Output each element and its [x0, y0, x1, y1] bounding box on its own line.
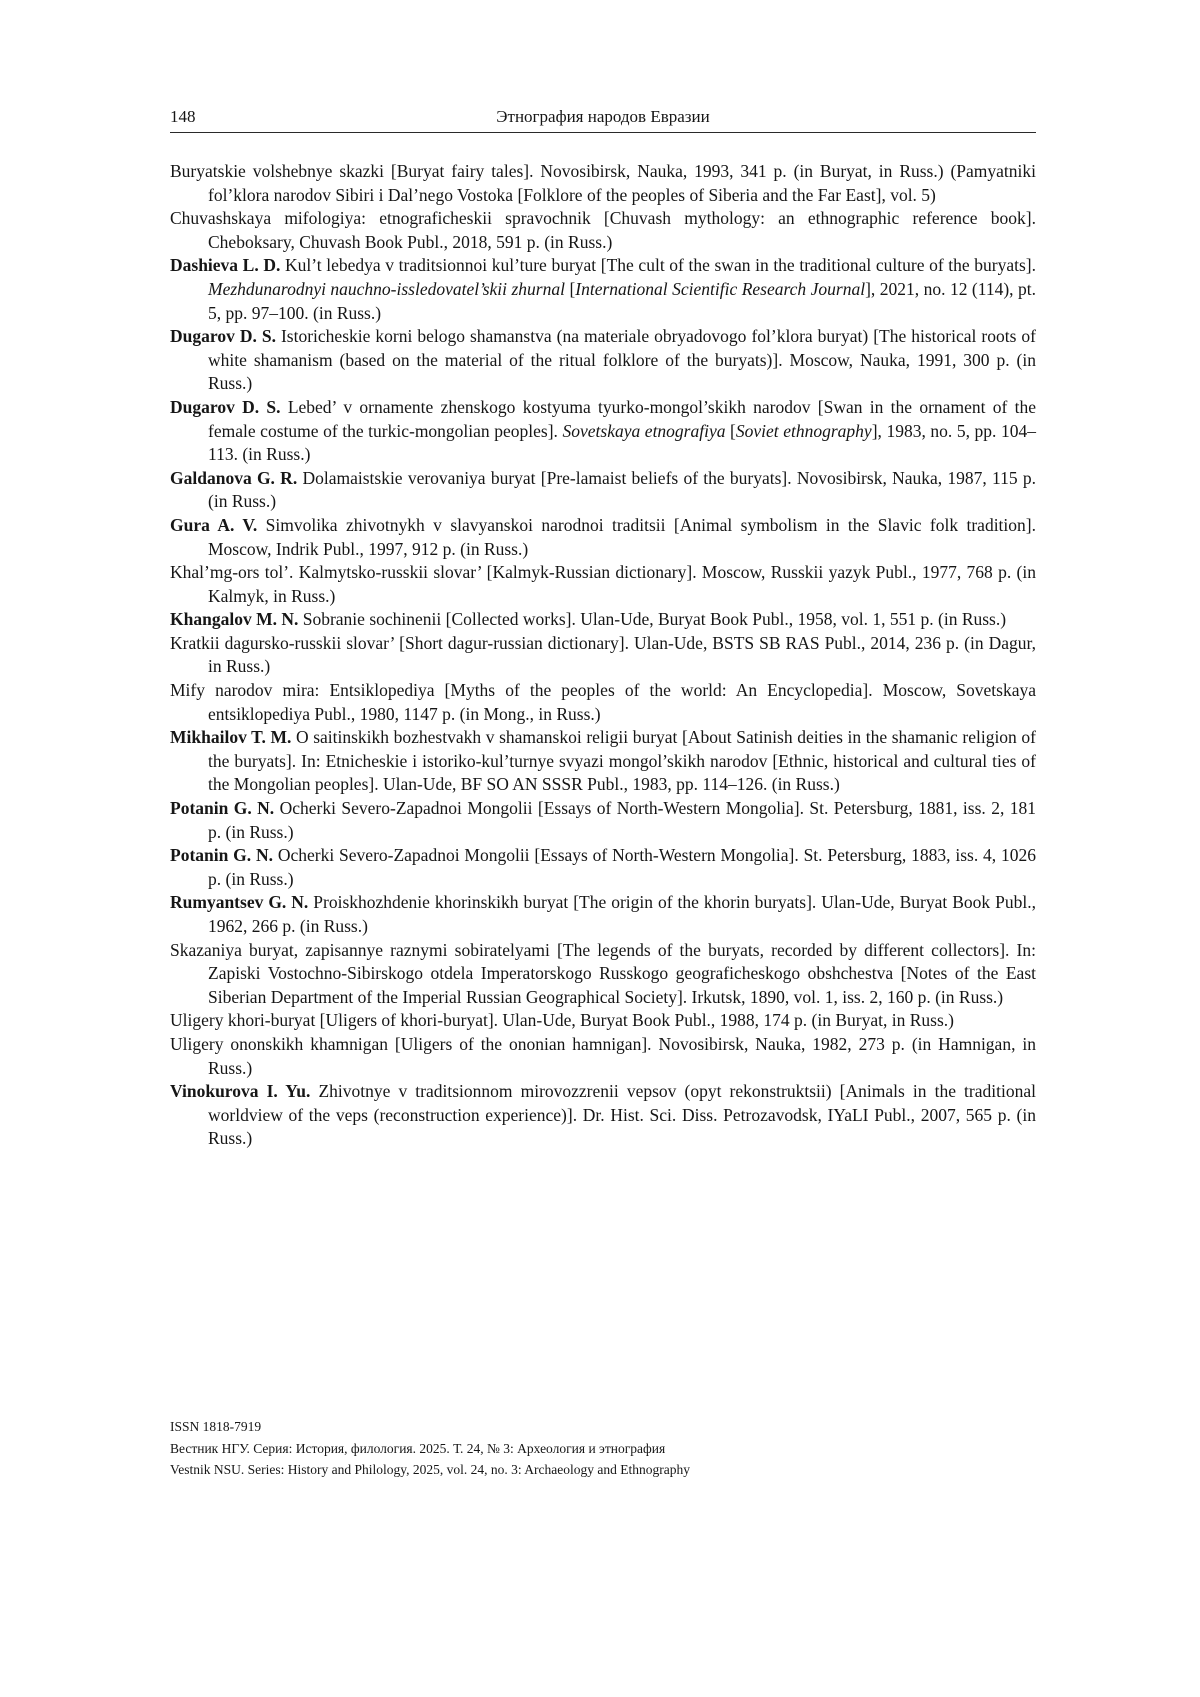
reference-text: Ocherki Severo-Zapadnoi Mongolii [Essays of North-Western Mongolia]. St. Petersburg, 1881, iss. 2, 181 p. (in Russ.)	[208, 798, 1036, 842]
reference-journal-title: Sovetskaya etnografiya	[562, 420, 726, 441]
reference-journal-title: International Scientific Research Journal	[575, 278, 866, 299]
reference-text: Lebed’ v ornamente zhenskogo kostyuma tyurko-mongol’skikh narodov [Swan in the ornament of the female costume of the turkic-mongolian peoples].	[208, 396, 1036, 441]
reference-text: Istoricheskie korni belogo shamanstva (na materiale obryadovogo fol’klora buryat) [The historical roots of white shamanism (based on the material of the ritual folklore of the buryats)]. Moscow, Nauka, 1991, 300 p. (in Russ.)	[208, 326, 1036, 394]
reference-item	[170, 160, 1036, 207]
reference-text: Mify narodov mira: Entsiklopediya [Myths of the peoples of the world: An Encyclopedia]. Moscow, Sovetskaya entsiklopediya Publ., 1980, 1147 p. (in Mong., in Russ.)	[170, 680, 1036, 724]
reference-text: Sobranie sochinenii [Collected works]. Ulan-Ude, Buryat Book Publ., 1958, vol. 1, 551 p. (in Russ.)	[302, 609, 1007, 630]
reference-text: Zhivotnye v traditsionnom mirovozzrenii vepsov (opyt rekonstruktsii) [Animals in the traditional worldview of the veps (reconstruction experience)]. Dr. Hist. Sci. Diss. Petrozavodsk, IYaLI Publ., 2007, 565 p. (in Russ.)	[208, 1081, 1036, 1149]
reference-item	[170, 1033, 1036, 1080]
reference-author: Mikhailov T. M.	[170, 727, 296, 748]
page-number: 148	[170, 107, 196, 126]
reference-text: ], 2021, no. 12 (114), pt. 5, pp. 97–100. (in Russ.)	[208, 278, 1037, 323]
reference-text: Kul’t lebedya v traditsionnoi kul’ture buryat [The cult of the swan in the traditional culture of the buryats].	[285, 255, 1037, 276]
reference-text: Ocherki Severo-Zapadnoi Mongolii [Essays of North-Western Mongolia]. St. Petersburg, 1883, iss. 4, 1026 p. (in Russ.)	[208, 845, 1036, 889]
reference-item	[170, 726, 1036, 797]
reference-text: Skazaniya buryat, zapisannye raznymi sobiratelyami [The legends of the buryats, recorded by different collectors]. In: Zapiski Vostochno-Sibirskogo otdela Imperatorskogo Russkogo geograficheskogo obshchestva [Notes of the East Siberian Department of the Imperial Russian Geographical Society]. Irkutsk, 1890, vol. 1, iss. 2, 160 p. (in Russ.)	[170, 939, 1036, 1007]
reference-item	[170, 891, 1036, 938]
reference-author: Potanin G. N.	[170, 845, 278, 866]
reference-item	[170, 514, 1036, 561]
reference-author: Dugarov D. S.	[170, 326, 281, 347]
reference-author: Galdanova G. R.	[170, 467, 303, 488]
reference-text: Proiskhozhdenie khorinskikh buryat [The origin of the khorin buryats]. Ulan-Ude, Buryat Book Publ., 1962, 266 p. (in Russ.)	[208, 892, 1036, 936]
reference-item	[170, 939, 1036, 1010]
page-footer	[170, 1416, 1036, 1481]
running-title: Этнография народов Евразии	[496, 107, 710, 126]
reference-item	[170, 325, 1036, 396]
reference-author: Potanin G. N.	[170, 798, 280, 819]
reference-author: Gura A. V.	[170, 514, 266, 535]
reference-item	[170, 561, 1036, 608]
reference-journal-title: Soviet ethnography	[735, 420, 872, 441]
reference-text: Kratkii dagursko-russkii slovar’ [Short dagur-russian dictionary]. Ulan-Ude, BSTS SB RAS Publ., 2014, 236 p. (in Dagur, in Russ.)	[170, 632, 1036, 677]
page-header	[170, 106, 1036, 133]
reference-journal-title: Mezhdunarodnyi nauchno-issledovatel’skii zhurnal	[208, 278, 565, 299]
reference-item	[170, 844, 1036, 891]
reference-item	[170, 797, 1036, 844]
reference-text: Simvolika zhivotnykh v slavyanskoi narodnoi traditsii [Animal symbolism in the Slavic folk tradition]. Moscow, Indrik Publ., 1997, 912 p. (in Russ.)	[208, 514, 1036, 559]
reference-item	[170, 679, 1036, 726]
reference-text: [	[725, 420, 736, 441]
reference-text: Khal’mg-ors tol’. Kalmytsko-russkii slovar’ [Kalmyk-Russian dictionary]. Moscow, Russkii yazyk Publ., 1977, 768 p. (in Kalmyk, in Russ.)	[170, 562, 1036, 606]
references-list	[170, 160, 1036, 1151]
journal-citation-en: Vestnik NSU. Series: History and Philology, 2025, vol. 24, no. 3: Archaeology and Ethnography	[170, 1462, 690, 1477]
reference-author: Rumyantsev G. N.	[170, 892, 314, 913]
reference-text: Uligery ononskikh khamnigan [Uligers of the ononian hamnigan]. Novosibirsk, Nauka, 1982, 273 p. (in Hamnigan, in Russ.)	[170, 1033, 1036, 1078]
reference-item	[170, 632, 1036, 679]
reference-author: Dashieva L. D.	[170, 255, 285, 276]
reference-text: Uligery khori-buryat [Uligers of khori-buryat]. Ulan-Ude, Buryat Book Publ., 1988, 174 p. (in Buryat, in Russ.)	[170, 1010, 954, 1031]
reference-author: Vinokurova I. Yu.	[170, 1081, 319, 1102]
reference-text: Buryatskie volshebnye skazki [Buryat fairy tales]. Novosibirsk, Nauka, 1993, 341 p. (in Buryat, in Russ.) (Pamyatniki fol’klora narodov Sibiri i Dal’nego Vostoka [Folklore of the peoples of Siberia and the Far East], vol. 5)	[170, 161, 1036, 205]
reference-item	[170, 1080, 1036, 1151]
issn-line: ISSN 1818-7919	[170, 1419, 262, 1434]
reference-text: Chuvashskaya mifologiya: etnograficheskii spravochnik [Chuvash mythology: an ethnographic reference book]. Cheboksary, Chuvash Book Publ., 2018, 591 p. (in Russ.)	[170, 208, 1036, 252]
reference-item	[170, 207, 1036, 254]
reference-text: [	[564, 278, 576, 299]
reference-item	[170, 396, 1036, 467]
journal-citation-ru: Вестник НГУ. Серия: История, филология. 2025. Т. 24, № 3: Археология и этнография	[170, 1440, 666, 1456]
reference-text: ], 1983, no. 5, pp. 104–113. (in Russ.)	[208, 420, 1037, 465]
reference-item	[170, 254, 1036, 325]
reference-author: Dugarov D. S.	[170, 396, 288, 417]
reference-item	[170, 608, 1036, 632]
reference-item	[170, 1009, 1036, 1033]
reference-text: O saitinskikh bozhestvakh v shamanskoi religii buryat [About Satinish deities in the shamanic religion of the buryats]. In: Etnicheskie i istoriko-kul’turnye svyazi mongol’skikh narodov [Ethnic, historical and cultural ties of the Mongolian peoples]. Ulan-Ude, BF SO AN SSSR Publ., 1983, pp. 114–126. (in Russ.)	[208, 727, 1036, 795]
reference-text: Dolamaistskie verovaniya buryat [Pre-lamaist beliefs of the buryats]. Novosibirsk, Nauka, 1987, 115 p. (in Russ.)	[208, 467, 1036, 512]
reference-item	[170, 467, 1036, 514]
reference-author: Khangalov M. N.	[170, 609, 303, 630]
